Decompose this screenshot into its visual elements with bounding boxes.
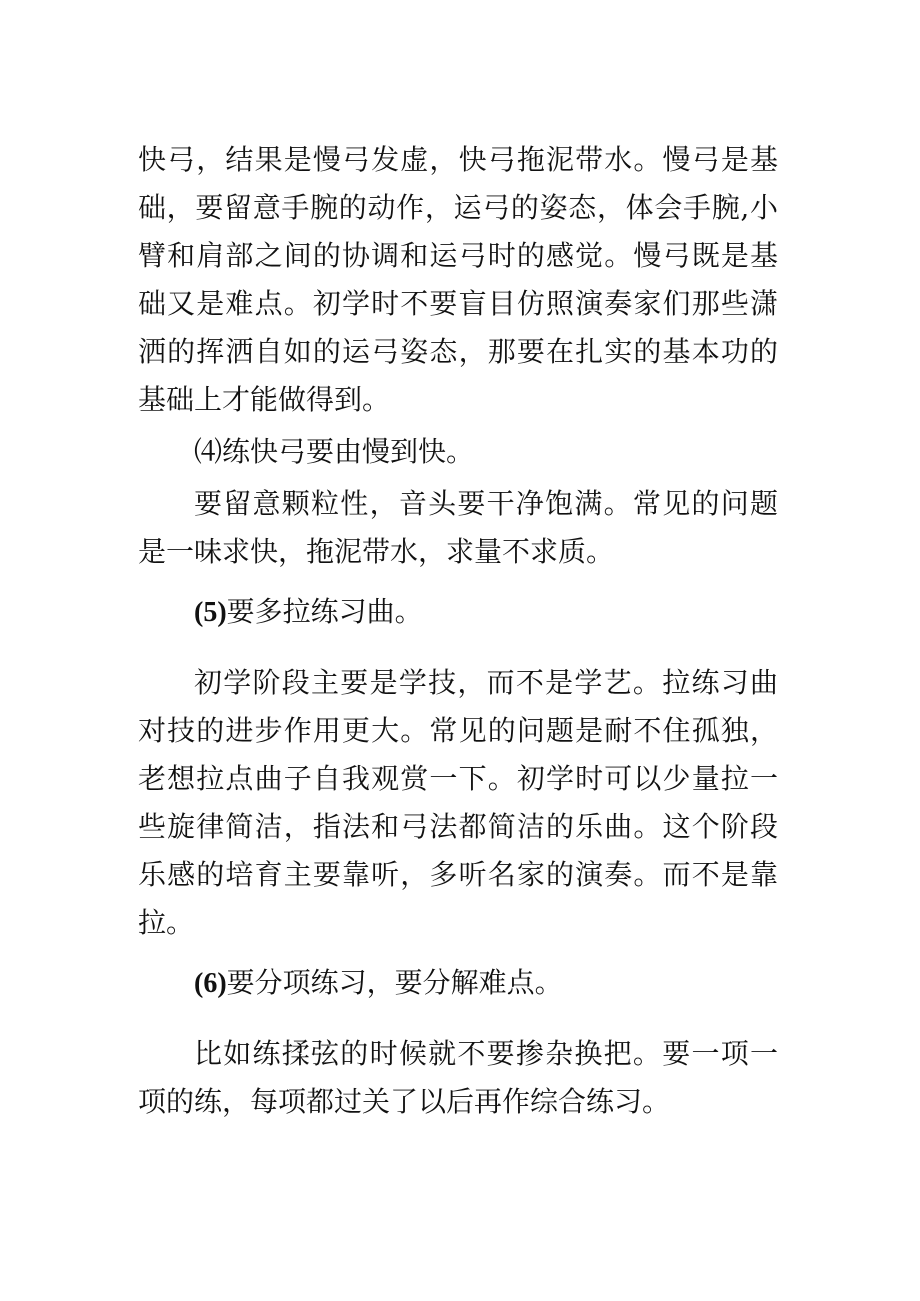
- paragraph-slow-bow: 快弓，结果是慢弓发虚，快弓拖泥带水。慢弓是基础，要留意手腕的动作，运弓的姿态，体会手腕,小臂和肩部之间的协调和运弓时的感觉。慢弓既是基础又是难点。初学时不要盲目仿照演奏家们那些潇洒的挥洒自如的运弓姿态，那要在扎实的基本功的基础上才能做得到。: [138, 143, 778, 416]
- paragraph-fast-bow: 要留意颗粒性，音头要干净饱满。常见的问题是一味求快，拖泥带水，求量不求质。: [138, 487, 778, 568]
- heading-etudes-number: (5): [194, 597, 227, 628]
- paragraph-etudes: 初学阶段主要是学技，而不是学艺。拉练习曲对技的进步作用更大。常见的问题是耐不住孤独，老想拉点曲子自我观赏一下。初学时可以少量拉一些旋律简洁，指法和弓法都简洁的乐曲。这个阶段乐感的培育主要靠听，多听名家的演奏。而不是靠拉。: [138, 666, 778, 939]
- heading-etudes: [138, 588, 778, 637]
- heading-separate-practice: [138, 959, 778, 1008]
- heading-separate-practice-text: 要分项练习，要分解难点。: [226, 966, 563, 999]
- paragraph-separate-practice: 比如练揉弦的时候就不要掺杂换把。要一项一项的练，每项都过关了以后再作综合练习。: [138, 1037, 778, 1118]
- heading-fast-bow: ⑷练快弓要由慢到快。: [194, 435, 475, 468]
- document-page: [138, 136, 778, 1126]
- heading-etudes-text: 要多拉练习曲。: [226, 595, 423, 628]
- heading-separate-practice-number: (6): [194, 968, 227, 999]
